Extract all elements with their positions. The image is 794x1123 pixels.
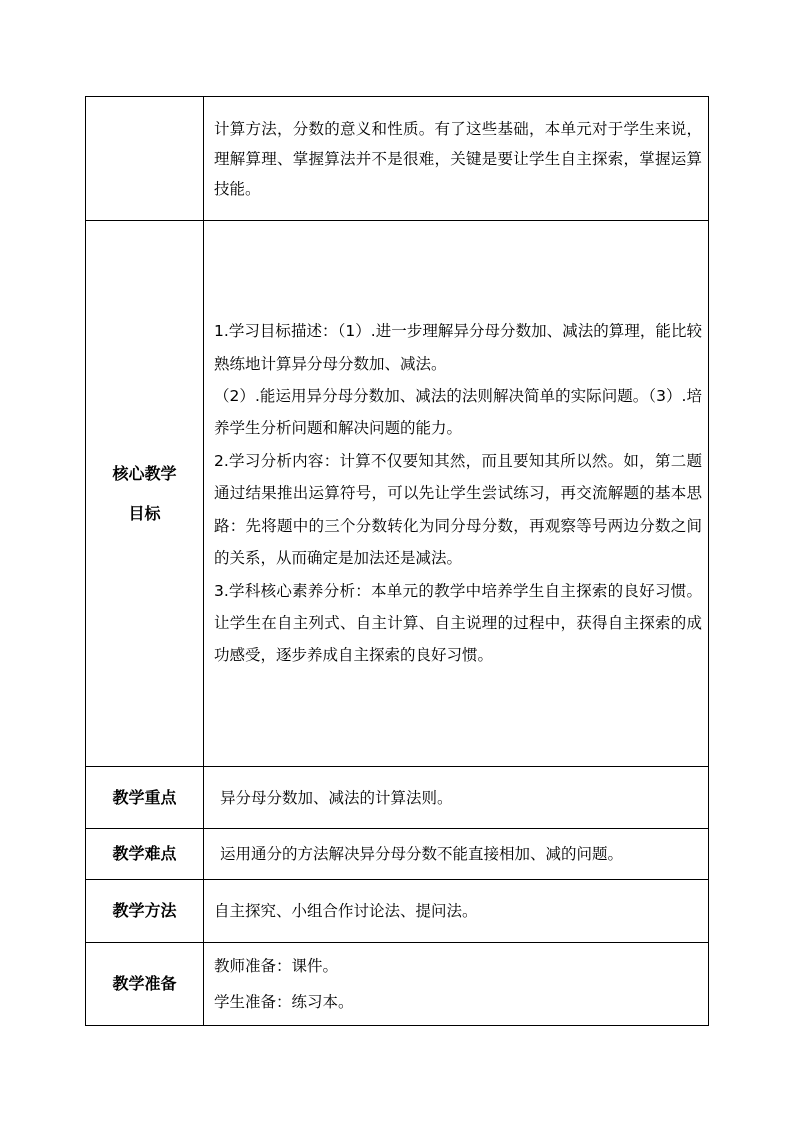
table-row-intro (86, 97, 709, 221)
teaching-method-text: 自主探究、小组合作讨论法、提问法。 (214, 902, 478, 920)
teaching-difficulty-label: 教学难点 (112, 844, 177, 863)
teaching-preparation-label: 教学准备 (112, 974, 177, 993)
goals-paragraph-4: 3.学科核心素养分析：本单元的教学中培养学生自主探索的良好习惯。让学生在自主列式、自主计算、自主说理的过程中，获得自主探索的成功感受，逐步养成自主探索的良好习惯。 (214, 581, 702, 665)
core-goals-content-cell (204, 221, 709, 767)
goals-paragraph-3: 2.学习分析内容：计算不仅要知其然，而且要知其所以然。如，第二题通过结果推出运算符号，可以先让学生尝试练习，再交流解题的基本思路：先将题中的三个分数转化为同分母分数，再观察等号两边分数之间的关系，从而确定是加法还是减法。 (214, 451, 702, 568)
table-row-teaching-method (86, 880, 709, 943)
student-preparation-line: 学生准备：练习本。 (214, 993, 354, 1011)
teaching-preparation-label-cell (86, 943, 204, 1026)
table-row-teaching-difficulty (86, 829, 709, 880)
teaching-method-label-cell (86, 880, 204, 943)
teaching-focus-text: 异分母分数加、减法的计算法则。 (220, 788, 453, 807)
intro-text: 计算方法，分数的意义和性质。有了这些基础，本单元对于学生来说，理解算理、掌握算法并不是很难，关键是要让学生自主探索，掌握运算技能。 (214, 119, 702, 198)
teaching-focus-content-cell (204, 767, 709, 829)
goals-paragraph-1: 1.学习目标描述：（1）.进一步理解异分母分数加、减法的算理，能比较熟练地计算异分母分数加、减法。 (214, 322, 702, 373)
teaching-difficulty-label-cell (86, 829, 204, 880)
teaching-method-content-cell (204, 880, 709, 943)
teaching-focus-label: 教学重点 (112, 787, 177, 807)
teaching-preparation-content-cell (204, 943, 709, 1026)
lesson-plan-table (85, 96, 709, 1026)
core-goals-label-cell (86, 221, 204, 767)
core-goals-label: 核心教学目标 (112, 463, 177, 523)
teaching-difficulty-content-cell (204, 829, 709, 880)
goals-paragraph-2: （2）.能运用异分母分数加、减法的法则解决简单的实际问题。（3）.培养学生分析问题和解决问题的能力。 (214, 387, 702, 438)
table-row-teaching-focus (86, 767, 709, 829)
table-row-teaching-preparation (86, 943, 709, 1026)
intro-content-cell (204, 97, 709, 221)
teacher-preparation-line: 教师准备：课件。 (214, 957, 339, 975)
teaching-focus-label-cell (86, 767, 204, 829)
table-row-core-goals (86, 221, 709, 767)
teaching-method-label: 教学方法 (112, 901, 177, 920)
empty-label-cell (86, 97, 204, 221)
teaching-difficulty-text: 运用通分的方法解决异分母分数不能直接相加、减的问题。 (220, 845, 624, 863)
